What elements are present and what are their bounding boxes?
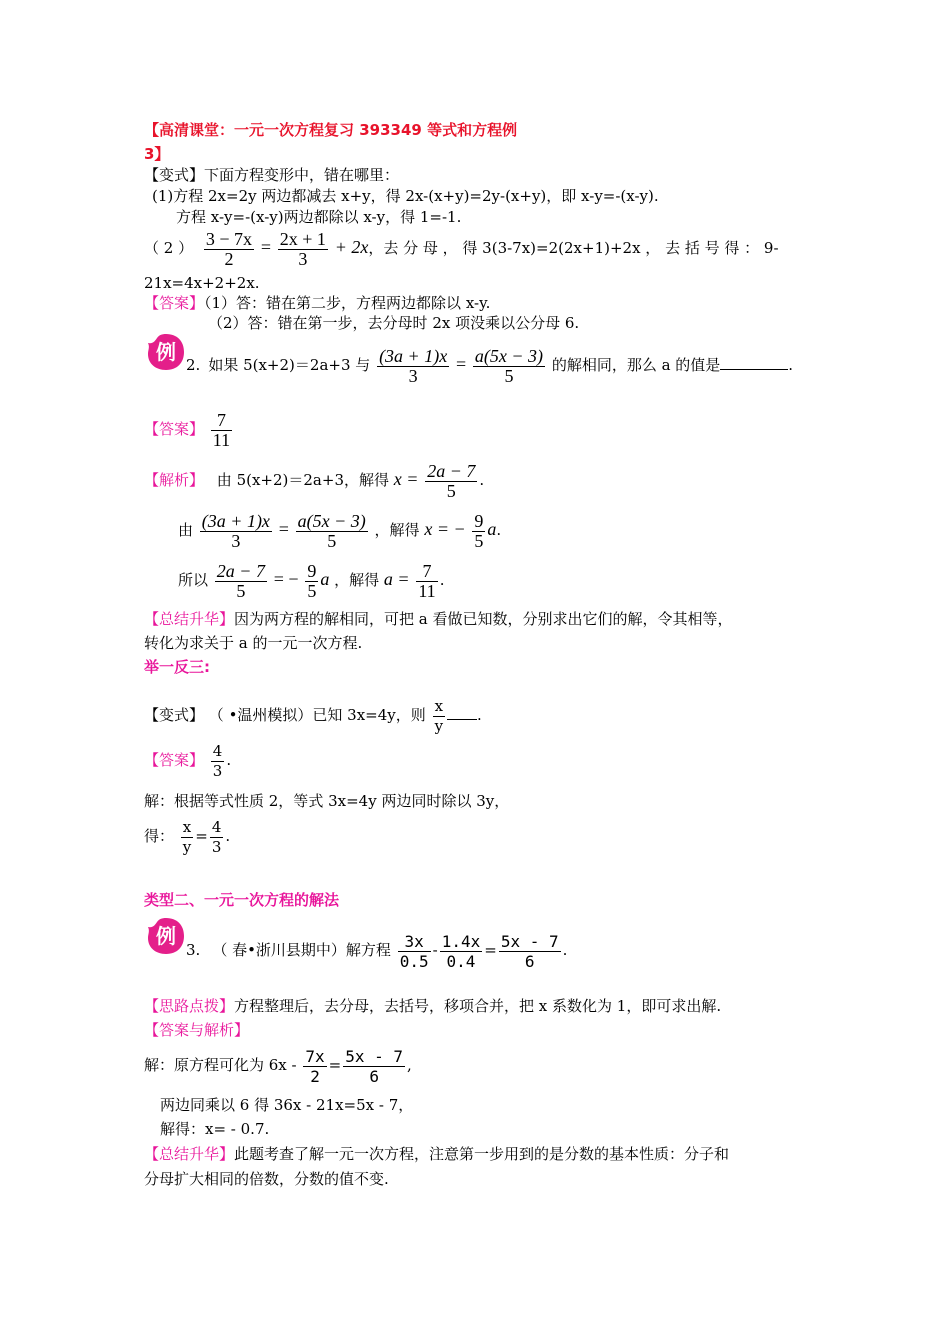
fraction: $\frac{1.4x}{0.4}$ <box>441 931 481 971</box>
example2-analysis3: 所以 $\frac{2a - 7}{5}$ = − $\frac{9}{5}$ a ，解得 a = $\frac{7}{11}$ . <box>178 560 445 601</box>
example2-summary1: 【总结升华】因为两方程的解相同，可把 a 看做已知数，分别求出它们的解，令其相等， <box>144 610 733 628</box>
fraction: $\frac{9}{5}$ <box>474 510 484 551</box>
fraction: $\frac{3 - 7x}{2}$ <box>205 228 253 269</box>
answer-tag: 【答案】 <box>144 420 205 438</box>
fraction: $\frac{7x}{2}$ <box>305 1046 325 1086</box>
example-badge-icon <box>146 332 186 372</box>
fraction: $\frac{5x - 7}{6}$ <box>500 931 559 971</box>
type2-heading: 类型二、一元一次方程的解法 <box>144 891 340 909</box>
variant2-answer: 【答案】 $\frac{4}{3}$ . <box>144 741 232 780</box>
practice-heading: 举一反三: <box>144 658 210 676</box>
analysis-tag: 【解析】 <box>144 471 205 489</box>
hint-tag: 【思路点拨】 <box>144 997 235 1015</box>
fraction: $\frac{4}{3}$ <box>212 741 223 780</box>
summary-tag: 【总结升华】 <box>144 610 235 628</box>
variant1-p2: （ 2 ） $\frac{3 - 7x}{2}$ = $\frac{2x + 1}{3}$ + 2x，去 分 母 ， 得 3(3-7x)=2(2x+1)+2x ， 去 括 号 得 ： 9- <box>144 228 779 269</box>
example3-answer-tag: 【答案与解析】 <box>144 1021 250 1039</box>
fraction: $\frac{7}{11}$ <box>418 560 436 601</box>
variant1-p1b: 方程 x-y=-(x-y)两边都除以 x-y，得 1=-1. <box>176 208 462 226</box>
answer-blank <box>720 355 788 370</box>
answer-tag: 【答案】 <box>144 294 205 312</box>
example2-answer <box>144 406 234 452</box>
variant1-tag: 【变式】 <box>144 166 205 184</box>
answer-blank <box>447 705 477 720</box>
fraction: $\frac{(3a + 1)x}{3}$ <box>379 345 448 386</box>
section-title-line2: 3】 <box>144 145 170 163</box>
variant1-answer1: 【答案】（1）答：错在第二步，方程两边都除以 x-y. <box>144 294 491 312</box>
variant1-p1a: (1)方程 2x=2y 两边都减去 x+y，得 2x-(x+y)=2y-(x+y)，即 x-y=-(x-y). <box>152 187 659 205</box>
example2-analysis1: 【解析】 由 5(x+2)＝2a+3，解得 x = $\frac{2a - 7}{5}$ . <box>144 460 485 501</box>
example3-question: 3. （ 春•浙川县期中）解方程 $\frac{3x}{0.5}$ - $\frac{1.4x}{0.4}$ = $\frac{5x - 7}{6}$ . <box>186 931 568 971</box>
fraction: $\frac{x}{y}$ <box>182 817 192 856</box>
example3-step1: 解：原方程可化为 6x - $\frac{7x}{2}$ = $\frac{5x - 7}{6}$ , <box>144 1046 412 1086</box>
section-title-line1: 【高清课堂：一元一次方程复习 393349 等式和方程例 <box>144 121 518 139</box>
fraction: $\frac{2a - 7}{5}$ <box>216 560 265 601</box>
example3-hint: 【思路点拨】方程整理后，去分母，去括号，移项合并，把 x 系数化为 1，即可求出解. <box>144 997 722 1015</box>
svg-text:例: 例 <box>156 924 176 948</box>
summary-tag: 【总结升华】 <box>144 1145 235 1163</box>
variant2-result: 得： $\frac{x}{y}$ = $\frac{4}{3}$ . <box>144 817 231 856</box>
fraction: $\frac{3x}{0.5}$ <box>399 931 429 971</box>
example3-summary2: 分母扩大相同的倍数，分数的值不变. <box>144 1170 389 1188</box>
fraction: $\frac{5x - 7}{6}$ <box>345 1046 404 1086</box>
fraction: $\frac{2a - 7}{5}$ <box>427 460 476 501</box>
answer-tag: 【答案】 <box>144 751 205 769</box>
example3-summary1: 【总结升华】此题考查了解一元一次方程，注意第一步用到的是分数的基本性质：分子和 <box>144 1145 730 1163</box>
svg-text:例: 例 <box>156 340 176 364</box>
example2-question: 2. 如果 5(x+2)＝2a+3 与 $\frac{(3a + 1)x}{3}$ = $\frac{a(5x - 3)}{5}$ 的解相同，那么 a 的值是 . <box>186 345 794 386</box>
variant1-p2-cont: 21x=4x+2+2x. <box>144 274 260 292</box>
variant1-answer2: （2）答：错在第一步，去分母时 2x 项没乘以公分母 6. <box>208 314 580 332</box>
example3-step3: 解得：x= - 0.7. <box>160 1120 270 1138</box>
variant2-tag: 【变式】 <box>144 706 205 724</box>
example2-summary2: 转化为求关于 a 的一元一次方程. <box>144 634 363 652</box>
fraction: $\frac{4}{3}$ <box>211 817 222 856</box>
fraction: $\frac{2x + 1}{3}$ <box>279 228 326 269</box>
fraction: $\frac{a(5x - 3)}{5}$ <box>474 345 544 386</box>
example-badge-icon <box>146 916 186 956</box>
fraction: $\frac{(3a + 1)x}{3}$ <box>201 510 270 551</box>
variant1-intro: 【变式】下面方程变形中，错在哪里： <box>144 166 400 184</box>
variant2-solution: 解：根据等式性质 2，等式 3x=4y 两边同时除以 3y， <box>144 792 510 810</box>
example3-step2: 两边同乘以 6 得 36x - 21x=5x - 7， <box>160 1096 414 1114</box>
example2-analysis2: 由 $\frac{(3a + 1)x}{3}$ = $\frac{a(5x - 3)}{5}$ ，解得 x = − $\frac{9}{5}$ a. <box>178 510 502 551</box>
variant2-question: 【变式】 （ •温州模拟）已知 3x=4y，则 $\frac{x}{y}$ . <box>144 696 482 735</box>
fraction: $\frac{7}{11}$ <box>212 409 231 450</box>
fraction: $\frac{9}{5}$ <box>307 560 317 601</box>
fraction: $\frac{a(5x - 3)}{5}$ <box>297 510 366 551</box>
fraction: $\frac{x}{y}$ <box>434 696 444 735</box>
